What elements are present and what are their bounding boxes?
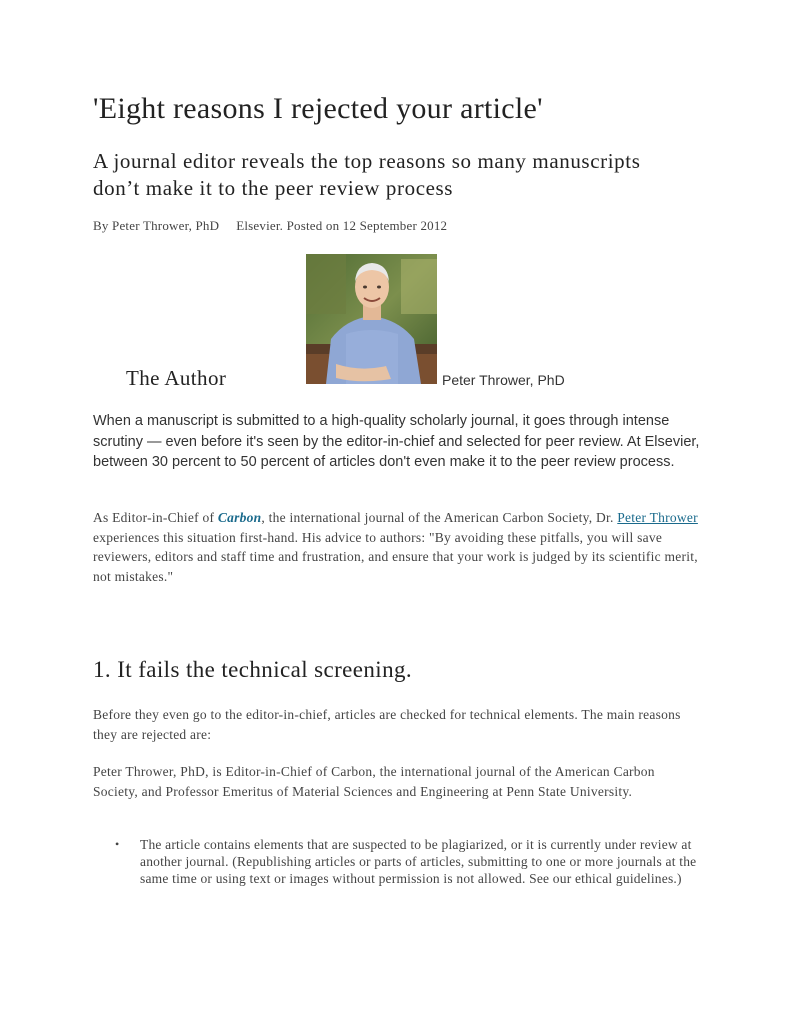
byline-author: By Peter Thrower, PhD [93,218,220,233]
byline-publisher-date: Elsevier. Posted on 12 September 2012 [236,218,448,233]
list-item [93,836,703,887]
bullet-icon: • [115,837,120,851]
section-paragraph: Before they even go to the editor-in-chief, articles are checked for technical elements. The main reasons they are rejected are: [93,707,681,742]
author-note: Peter Thrower, PhD, is Editor-in-Chief of Carbon, the international journal of the American Carbon Society, and Professor Emeritus of Material Sciences and Engineering at Penn State University. [93,764,655,799]
author-photo [306,254,437,384]
bio-mid: , the international journal of the American Carbon Society, Dr. [261,510,618,525]
author-heading: The Author [126,366,227,390]
article-title: 'Eight reasons I rejected your article' [93,92,543,125]
bio-prefix: As Editor-in-Chief of [93,510,218,525]
bio-paragraph [93,508,703,586]
section-heading: 1. It fails the technical screening. [93,657,413,682]
bio-suffix: experiences this situation first-hand. His advice to authors: "By avoiding these pitfalls, you will save reviewers, editors and staff time and frustration, and ensure that your work is judged by its scientific merit, not mistakes." [93,529,698,584]
article-subtitle: A journal editor reveals the top reasons so many manuscripts don’t make it to the peer review process [93,149,641,200]
reasons-list [93,836,703,887]
photo-caption: Peter Thrower, PhD [442,372,565,388]
list-item-text: The article contains elements that are suspected to be plagiarized, or it is currently under review at another journal. (Republishing articles or parts of articles, submitting to one or more journals at the same time or using text or images without permission is not allowed. See our ethical guidelines.) [140,837,697,886]
journal-name-link[interactable]: Carbon [217,510,262,525]
intro-paragraph: When a manuscript is submitted to a high-quality scholarly journal, it goes through intense scrutiny — even before it's seen by the editor-in-chief and selected for peer review. At Elsevier, between 30 percent to 50 percent of articles don't even make it to the peer review process. [93,413,700,470]
peter-thrower-link[interactable]: Peter Thrower [617,510,698,525]
byline [93,218,447,234]
